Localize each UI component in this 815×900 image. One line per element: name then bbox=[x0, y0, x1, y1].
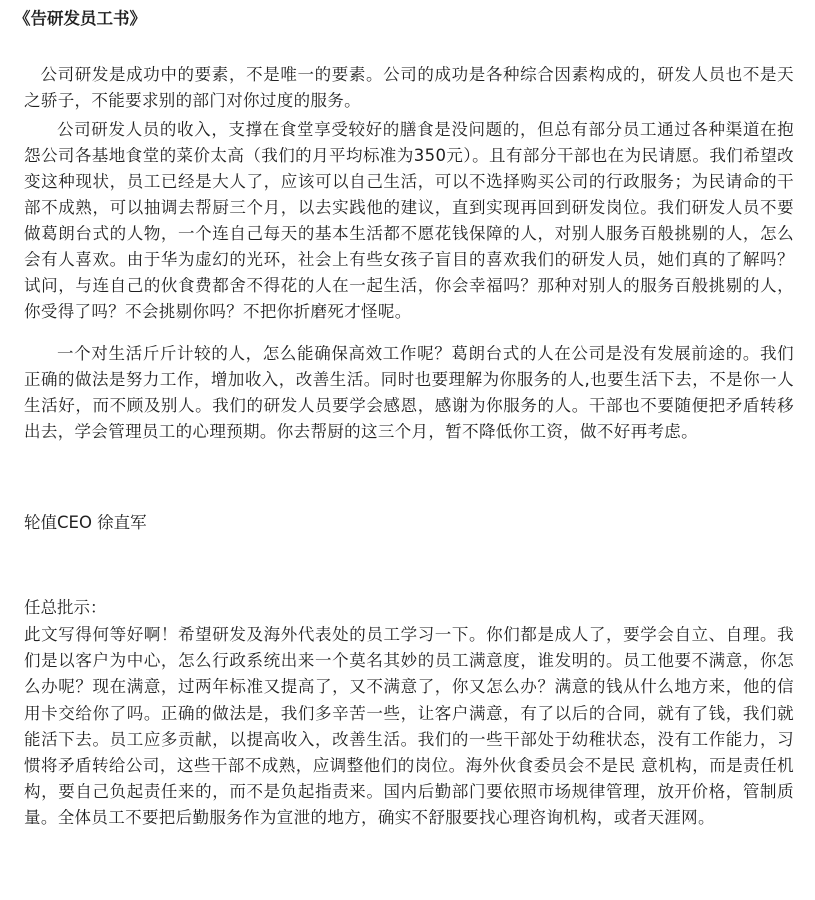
instruction-body: 此文写得何等好啊！希望研发及海外代表处的员工学习一下。你们都是成人了，要学会自立、自理。我们是以客户为中心，怎么行政系统出来一个莫名其妙的员工满意度，谁发明的。员工他要不满意，你怎么办呢？现在满意，过两年标准又提高了，又不满意了，你又怎么办？满意的钱从什么地方来，他的信用卡交给你了吗。正确的做法是，我们多辛苦一些，让客户满意，有了以后的合同，就有了钱，我们就能活下去。员工应多贡献，以提高收入，改善生活。我们的一些干部处于幼稚状态，没有工作能力，习惯将矛盾转给公司，这些干部不成熟，应调整他们的岗位。海外伙食委员会不是民 意机构，而是责任机构，要自己负起责任来的，而不是负起指责来。国内后勤部门要依照市场规律管理，放开价格，管制质量。全体员工不要把后勤服务作为宣泄的地方，确实不舒服要找心理咨询机构，或者天涯网。 bbox=[24, 625, 794, 828]
body-paragraph-1: 公司研发是成功中的要素，不是唯一的要素。公司的成功是各种综合因素构成的，研发人员也不是天之骄子，不能要求别的部门对你过度的服务。 bbox=[24, 65, 794, 110]
body-paragraph-2: 公司研发人员的收入，支撑在食堂享受较好的膳食是没问题的，但总有部分员工通过各种渠道在抱怨公司各基地食堂的菜价太高（我们的月平均标准为350元）。且有部分干部也在为民请愿。我们希望改变这种现状，员工已经是大人了，应该可以自己生活，可以不选择购买公司的行政服务；为民请命的干部不成熟，可以抽调去帮厨三个月，以去实践他的建议，直到实现再回到研发岗位。我们研发人员不要做葛朗台式的人物，一个连自己每天的基本生活都不愿花钱保障的人，对别人服务百般挑剔的人，怎么会有人喜欢。由于华为虚幻的光环，社会上有些女孩子盲目的喜欢我们的研发人员，她们真的了解吗？试问，与连自己的伙食费都舍不得花的人在一起生活，你会幸福吗？那种对别人的服务百般挑剔的人，你受得了吗？不会挑剔你吗？不把你折磨死才怪呢。 bbox=[24, 120, 794, 321]
signature: 轮值CEO 徐直军 bbox=[24, 513, 147, 532]
document-title: 《告研发员工书》 bbox=[14, 9, 146, 28]
instruction-label: 任总批示： bbox=[24, 598, 107, 617]
body-paragraph-3: 一个对生活斤斤计较的人，怎么能确保高效工作呢？葛朗台式的人在公司是没有发展前途的。我们正确的做法是努力工作，增加收入，改善生活。同时也要理解为你服务的人,也要生活下去，不是你一人生活好，而不顾及别人。我们的研发人员要学会感恩，感谢为你服务的人。干部也不要随便把矛盾转移出去，学会管理员工的心理预期。你去帮厨的这三个月，暂不降低你工资，做不好再考虑。 bbox=[24, 344, 794, 441]
